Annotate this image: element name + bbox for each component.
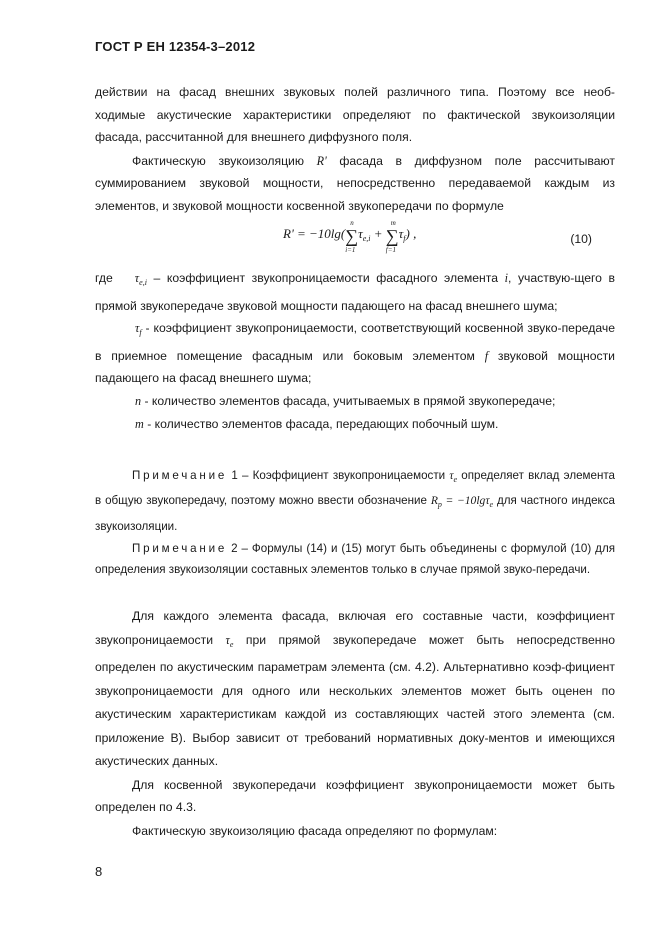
formula-expression: R' = −10lg(∑ n i=1 $\tau_{e,i}$ + ∑ m f=1 $\tau_f$) ,	[283, 219, 417, 254]
sum-symbol: ∑ m f=1	[385, 219, 399, 254]
paragraph-indirect-transmission: Для косвенной звукопередачи коэффициент звукопроницаемости может быть определен по 4.3.	[95, 777, 615, 815]
document-header: ГОСТ Р ЕН 12354-3–2012	[95, 39, 256, 54]
definition-tau-f: $\tau_f$ - коэффициент звукопроницаемости, соответствующий косвенной звуко-передаче в приемное помещение фасадным или боковым элементом f звуковой мощности падающего на фасад внешнего шума;	[95, 321, 615, 386]
definition-n: n - количество элементов фасада, учитываемых в прямой звукопередаче;	[135, 393, 556, 408]
paragraph-line: ходимые акустические характеристики определяют по фактической звукоизоляции	[95, 107, 615, 122]
note-1: Примечание 1 – Коэффициент звукопроницаемости $\tau_e$ определяет вклад элемента в общую звукопередачу, поэтому можно ввести обозначение $R_p = -10\lg\tau_e$ для частного индекса звукоизоляции.	[95, 469, 615, 533]
note-label: Примечание	[132, 469, 228, 482]
notes-block	[95, 465, 615, 580]
sum-symbol: ∑ n i=1	[345, 219, 359, 254]
paragraph-line: фасада, рассчитанной для внешнего диффузного поля.	[95, 130, 413, 145]
definitions-block	[95, 267, 615, 435]
definition-tau-ei: где $\tau_{e,i}$ – коэффициент звукопроницаемости фасадного элемента i, участвую-щего в прямой звукопередаче звуковой мощности падающего на фасад внешнего шума;	[95, 271, 616, 313]
paragraph-line: действии на фасад внешних звуковых полей различного типа. Поэтому все необ-	[95, 85, 615, 99]
equation-number: (10)	[570, 232, 592, 246]
paragraph-element-transmission: Для каждого элемента фасада, включая его составные части, коэффициент звукопроницаемости $\tau_e$ при прямой звукопередаче может быть непосредственно определен по акустическим параметрам элемента (см. 4.2). Альтернативно коэф-фициент звукопроницаемости для одного или нескольких элементов может быть оценен по акустическим характеристикам каждой из составляющих частей этого элемента (см. приложение В). Выбор зависит от требований нормативных доку-ментов и имеющихся акустических данных.	[95, 609, 615, 768]
symbol-r-prime: R'	[316, 153, 327, 168]
body-text-block	[95, 605, 615, 842]
paragraph-effective-insulation: Фактическую звукоизоляцию R' фасада в диффузном поле рассчитывают суммированием звуковой мощности, непосредственно передаваемой каждым из элементов, и звуковой мощности косвенной звукопередачи по формуле	[95, 153, 615, 213]
definition-m: m - количество элементов фасада, передающих побочный шум.	[135, 416, 499, 431]
intro-text-block	[95, 81, 615, 218]
note-label: Примечание	[132, 541, 228, 555]
page-number: 8	[95, 864, 103, 879]
formula-10	[95, 219, 615, 266]
paragraph-formulas-intro: Фактическую звукоизоляцию фасада определяют по формулам:	[132, 823, 498, 838]
note-2: Примечание 2 – Формулы (14) и (15) могут быть объединены с формулой (10) для определения звукоизоляции составных элементов только в случае прямой звуко-передачи.	[95, 541, 615, 577]
